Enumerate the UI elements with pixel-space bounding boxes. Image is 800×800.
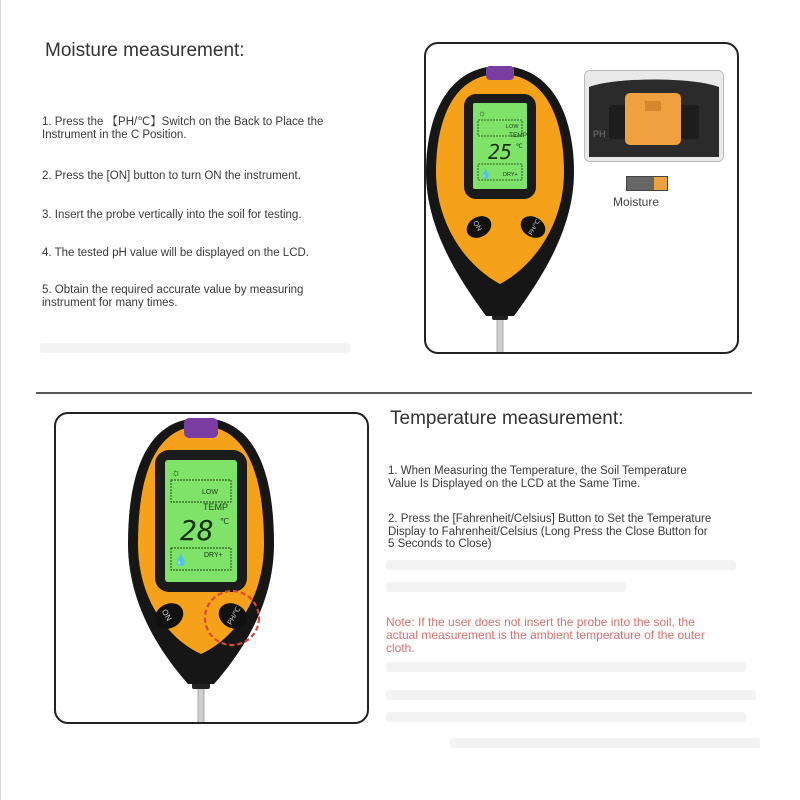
on-button-label: ON bbox=[159, 607, 174, 623]
section-divider bbox=[36, 392, 752, 394]
faint-text-artifact bbox=[40, 343, 350, 353]
meter-sensor-top bbox=[184, 418, 218, 438]
temperature-note: Note: If the user does not insert the probe into the soil, the actual measurement is the ambient temperature of the outer cloth. bbox=[386, 615, 705, 655]
lcd-temp-label: TEMP bbox=[509, 132, 528, 139]
switch-caption: Moisture bbox=[613, 195, 660, 209]
temperature-step-2: 2. Press the [Fahrenheit/Celsius] Button to Set the Temperature Display to Fahrenheit/Celsius (Long Press the Close Button for 5 Seconds to Close) bbox=[388, 513, 712, 550]
moisture-step-5: 5. Obtain the required accurate value by measuring instrument for many times. bbox=[42, 284, 304, 309]
faint-text-artifact bbox=[386, 712, 746, 722]
faint-text-artifact bbox=[386, 560, 736, 570]
svg-text:PH: PH bbox=[593, 129, 606, 139]
switch-slider bbox=[625, 93, 681, 145]
temperature-step-1: 1. When Measuring the Temperature, the Soil Temperature Value Is Displayed on the LCD at the Same Time. bbox=[388, 465, 687, 490]
meter-sensor-top bbox=[486, 66, 514, 80]
lcd-temp-label: TEMP bbox=[203, 502, 229, 512]
temperature-product-frame bbox=[54, 412, 369, 724]
lcd-unit: ℃ bbox=[220, 517, 229, 526]
lcd-low-label: LOW bbox=[506, 124, 519, 130]
switch-inset-photo bbox=[584, 70, 724, 162]
lcd-value: 25 bbox=[488, 140, 513, 164]
faint-text-artifact bbox=[386, 662, 746, 672]
moisture-step-2: 2. Press the [ON] button to turn ON the instrument. bbox=[42, 170, 301, 182]
moisture-step-4: 4. The tested pH value will be displayed on the LCD. bbox=[42, 247, 309, 259]
drop-icon: 💧 bbox=[480, 169, 492, 179]
faint-text-artifact bbox=[386, 690, 756, 700]
lcd-unit: ℃ bbox=[516, 144, 523, 150]
on-button-label: ON bbox=[471, 219, 483, 233]
switch-swatch bbox=[626, 176, 668, 191]
ph-temp-button-label: PH/℃ bbox=[226, 605, 243, 627]
lcd-low-label: LOW bbox=[202, 489, 218, 496]
drop-icon: 💧 bbox=[174, 555, 188, 567]
lcd-dry-label: DRY+ bbox=[204, 552, 223, 559]
faint-text-artifact bbox=[450, 738, 760, 748]
sun-icon: ☼ bbox=[171, 467, 182, 479]
temperature-title: Temperature measurement: bbox=[390, 408, 624, 429]
moisture-step-3: 3. Insert the probe vertically into the soil for testing. bbox=[42, 209, 302, 221]
sun-icon: ☼ bbox=[478, 108, 487, 118]
moisture-product-frame bbox=[424, 42, 739, 354]
moisture-title: Moisture measurement: bbox=[45, 40, 245, 61]
lcd-dry-label: DRY+ bbox=[503, 172, 518, 178]
faint-text-artifact bbox=[386, 582, 626, 592]
meter-probe bbox=[198, 684, 204, 722]
moisture-step-1: 1. Press the 【PH/℃】Switch on the Back to Place the Instrument in the C Position. bbox=[42, 116, 324, 141]
page-left-border bbox=[0, 0, 1, 800]
soil-meter-illustration-large bbox=[56, 414, 367, 722]
lcd-value: 28 bbox=[180, 514, 214, 547]
ph-temp-button-label: PH/℃ bbox=[528, 218, 542, 237]
